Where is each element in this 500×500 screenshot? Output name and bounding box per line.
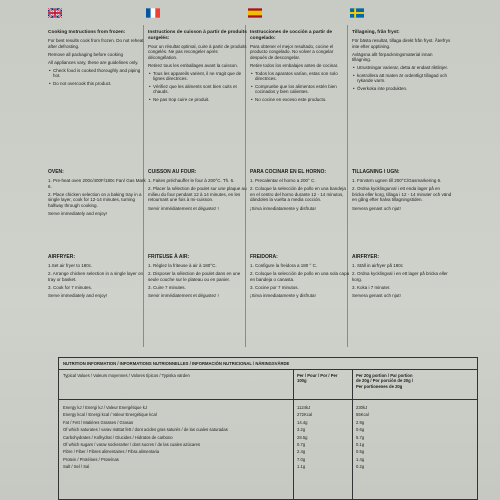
row-label: Energy kcal / Energi kcal / Valeur Energétique kcal	[63, 412, 157, 418]
instructions-en	[48, 30, 148, 89]
bullet-item: • Tous les appareils varient, il ne s'agit que de lignes directrices.	[153, 71, 248, 82]
intro-text: Remove all packaging before cooking	[48, 51, 124, 57]
airfryer-en	[48, 255, 148, 301]
intro-text: Retirez tous les emballages avant la cuisson.	[148, 62, 239, 68]
row-label: Fat / Fett / Matières Grasses / Grasas	[63, 419, 134, 425]
instructions-es	[250, 30, 350, 105]
france-flag-icon	[146, 8, 160, 18]
airfryer-step: 2. Coloque la selección de pollo en una sola capa en bandeja o canasta.	[250, 271, 350, 282]
oven-step: 1. Pre-heat oven 200c/400F/180c Fan/ Gas Mark 6.	[48, 178, 146, 189]
airfryer-step: 1.Set air fryer to 180c.	[48, 263, 93, 269]
oven-en	[48, 170, 148, 219]
bullet-item: • No cocine en exceso este producto.	[255, 97, 350, 103]
airfryer-serve: Servera genast och njut!	[352, 293, 401, 299]
intro-text: For best results cook from frozen. Do not reheat after defrosting.	[48, 38, 144, 49]
row-value-per20: 2.9g	[356, 419, 365, 425]
airfryer-step: 3. Cocine por 7 minutos.	[250, 285, 299, 291]
nutrition-heading: NUTRITION INFORMATION / INFORMATIONS NUTRIONNELLES / INFORMACIÓN NUTRICIONAL / NÄRINGSVÄRDE	[59, 358, 477, 370]
table-row	[59, 427, 477, 434]
column-label-typical: Typical Values / Valeurs moyennes / Valores típicos / Typiska värden	[63, 373, 190, 378]
bullet-item: • Överkoka inte produkten.	[357, 86, 452, 92]
airfryer-step: 2. Arrange chicken selection in a single layer on tray or basket.	[48, 271, 144, 282]
oven-step: 2. Placer la sélection de poulet sur une plaque au milieu du four pendant 12 à 14 minutes, en les retournant une fois à mi-cuisson.	[148, 186, 247, 203]
row-value-per20: 0.1g	[356, 441, 365, 447]
oven-title: CUISSON AU FOUR:	[148, 169, 197, 175]
intro-text: Para obtener el mejor resultado, cocine el producto congelado. No volver a congelar después de descongelar.	[250, 43, 334, 60]
row-label: Protein / Protéines / Proteínas	[63, 456, 119, 462]
row-value-per100: 0.7g	[297, 441, 306, 447]
row-value-per20: 0.5g	[356, 449, 365, 455]
row-value-per20: 55Kcal	[356, 412, 369, 418]
instructions-title: Instructions de cuisson à partir de produits surgelés:	[148, 30, 247, 41]
oven-title: PARA COCINAR EN EL HORNO:	[250, 169, 327, 175]
intro-text: För bästa resultat, tillaga direkt från fryst. Återfrys inte efter upptining.	[352, 38, 451, 49]
oven-serve: ¡Sirva inmediatamente y disfruta!	[250, 205, 316, 211]
table-row	[59, 420, 477, 427]
table-row	[59, 457, 477, 464]
oven-fr	[148, 170, 248, 214]
row-label: Carbohydrates / Kolhydrat / Glucides / Hidratos de carbono	[63, 434, 173, 440]
airfryer-es	[250, 255, 350, 301]
nutrition-table	[58, 357, 478, 500]
bullet-item: • Do not overcook this product.	[53, 81, 148, 87]
oven-serve: Serve immediately and enjoy!	[48, 211, 108, 217]
row-value-per100: 7.0g	[297, 456, 306, 462]
instructions-sv	[352, 30, 452, 94]
intro-text: All appliances vary, these are guidelines only.	[48, 59, 139, 65]
row-value-per20: 1.4g	[356, 456, 365, 462]
row-value-per100: 272Kcal	[297, 412, 313, 418]
row-value-per100: 2.4g	[297, 449, 306, 455]
bullet-item: • Todos los aparatos varían, estas son solo directrices.	[255, 71, 350, 82]
sweden-flag-icon	[350, 8, 364, 18]
airfryer-sv	[352, 255, 452, 301]
column-label-per100: Per / Pour / Por / Per 100g	[297, 373, 338, 384]
oven-step: 1. Förvärm ugnen till 200°C/Gasmarkering 6.	[352, 178, 442, 184]
row-value-per100: 1124kJ	[297, 405, 311, 410]
instructions-title: Tillagning, från fryst:	[352, 30, 400, 35]
nutrition-column-header	[59, 370, 477, 400]
bullet-item: • Compruebe que los alimentos estén bien cocinados y bien calientes.	[255, 84, 350, 95]
bullet-item: • Ne pas trop cuire ce produit.	[153, 97, 248, 103]
airfryer-step: 1. Ställ in airfryer på 180c	[352, 263, 404, 269]
airfryer-title: FRITEUSE À AIR:	[148, 254, 190, 260]
bullet-item: • Utrustningar varierar, detta är endast riktlinjer.	[357, 65, 452, 71]
table-row	[59, 464, 477, 471]
airfryer-step: 1. Réglez la friteuse à air à 180°C.	[148, 263, 217, 269]
table-row	[59, 435, 477, 442]
row-value-per20: 0.2g	[356, 464, 365, 470]
table-row	[59, 442, 477, 449]
intro-text: Retire todos los embalajes antes de cocinar.	[250, 62, 339, 68]
row-value-per100: 14.4g	[297, 419, 308, 425]
bullet-item: • Vérifiez que les aliments sont bien cuits et chauds.	[153, 84, 248, 95]
oven-sv	[352, 170, 452, 214]
spain-flag-icon	[248, 8, 262, 18]
table-row	[59, 405, 477, 412]
row-value-per20: 230kJ	[356, 405, 368, 410]
airfryer-serve: Serve immediately and enjoy!	[48, 293, 108, 299]
row-label: Of which sugars / varav sockerarter / dont sucres / de las cuales azúcares	[63, 441, 201, 447]
row-label: Of which saturates / varav mättat fett / dont acides gras saturés / de las cuales saturadas	[63, 427, 228, 433]
table-row	[59, 412, 477, 419]
oven-title: OVEN:	[48, 169, 64, 175]
airfryer-title: AIRFRYER:	[352, 254, 380, 260]
row-value-per20: 0.6g	[356, 427, 365, 433]
oven-serve: Servir immédiatement et dégustez !	[148, 205, 219, 211]
airfryer-title: AIRFRYER:	[48, 254, 76, 260]
instructions-fr	[148, 30, 248, 105]
oven-step: 1. Faites préchauffer le four à 200°C. Th. 6.	[148, 178, 235, 184]
airfryer-step: 2. Ordna kycklingval i en ett lager på bricka eller korg.	[352, 271, 448, 282]
airfryer-step: 1. Configure la freidora a 180 ° C.	[250, 263, 318, 269]
airfryer-serve: ¡Sirva inmediatamente y disfruta!	[250, 293, 316, 299]
table-row	[59, 449, 477, 456]
row-value-per20: 5.7g	[356, 434, 365, 440]
oven-serve: Servera genast och njut!	[352, 205, 401, 211]
instructions-title: Instrucciones de cocción a partir de congelado:	[250, 30, 333, 41]
airfryer-title: FREIDORA:	[250, 254, 278, 260]
airfryer-step: 3. Cuire 7 minutes.	[148, 285, 186, 291]
bullet-item: • kontrollera att maten är ordentligt tillagad och rykande varm.	[357, 73, 452, 84]
instructions-title: Cooking Instructions from frozen:	[48, 30, 126, 35]
bullet-item: • Check food is cooked thoroughly and piping hot.	[53, 68, 148, 79]
column-label-per20: Per 20g portion / Par portion de 20g / Por porción de 20g / Per portionenes de 20g	[356, 373, 414, 389]
row-value-per100: 28.5g	[297, 434, 308, 440]
oven-step: 2. Coloque la selección de pollo en una bandeja en el centro del horno durante 12 - 14 minutos, dándoles la vuelta a media cocción.	[250, 186, 346, 203]
row-value-per100: 3.2g	[297, 427, 306, 433]
row-label: Energy kJ / Energi kJ / Valeur Energétique kJ	[63, 405, 147, 410]
airfryer-step: 3. Cook for 7 minutes.	[48, 285, 93, 291]
oven-title: TILLAGNING I UGN:	[352, 169, 400, 175]
oven-step: 2. Ordna kycklingurval i ett enda lager på en bricka eller korg, tillaga i 12 - 14 minuter och vänd en gång efter halva tillagningstiden.	[352, 186, 452, 203]
row-value-per100: 1.1g	[297, 464, 306, 470]
airfryer-step: 2. Disposer la sélection de poulet dans en une seule couche sur le plateau ou en panier.	[148, 271, 241, 282]
intro-text: Pour un résultat optimal, cuire à partir de produits congelés. Ne pas recongeler après décongélation.	[148, 43, 247, 60]
row-label: Salt / Sel / Sal	[63, 464, 90, 470]
oven-step: 2. Place chicken selection on a baking tray in a single layer, cook for 12-14 minutes, turning halfway through cooking.	[48, 191, 142, 209]
intro-text: Avlägsna allt förpackningsmaterial innan tillagning.	[352, 51, 433, 63]
airfryer-fr	[148, 255, 248, 301]
oven-es	[250, 170, 350, 214]
airfryer-step: 3. Koka i 7 minuter.	[352, 285, 391, 291]
row-label: Fibre / Fiber / Fibres alimentaires / Fibra alimentaria	[63, 449, 160, 455]
airfryer-serve: Servir immédiatement et dégustez !	[148, 293, 219, 299]
oven-step: 1. Precalentar el horno a 200° C.	[250, 178, 316, 184]
uk-flag-icon	[48, 8, 62, 18]
